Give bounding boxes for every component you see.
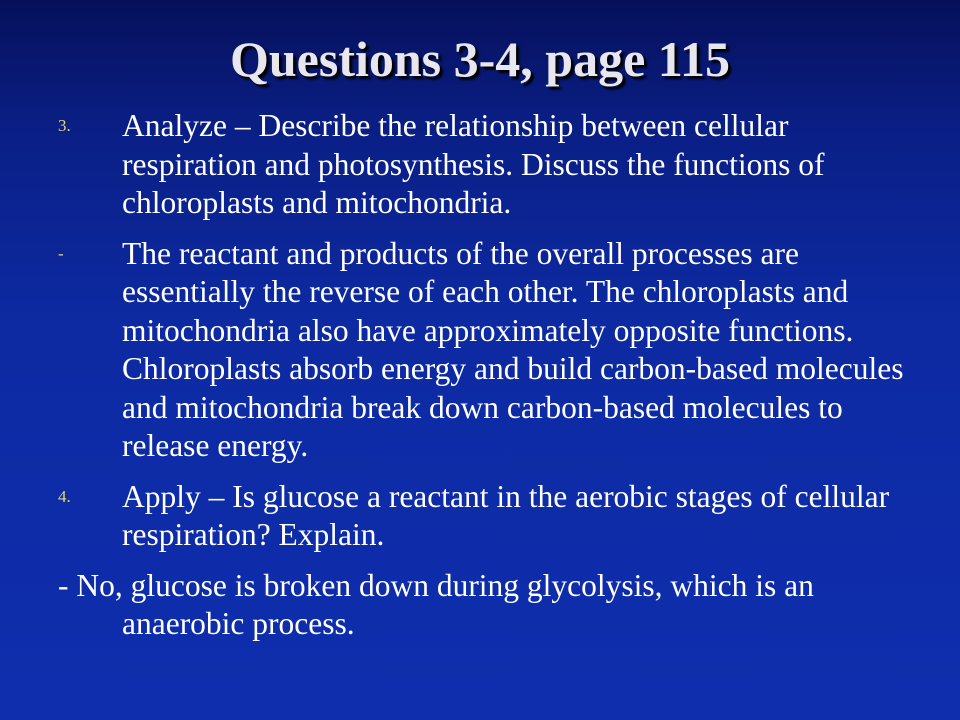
list-number-3: 3. xyxy=(58,116,71,135)
question-4-text: Apply – Is glucose a reactant in the aerobic stages of cellular respiration? Explain. xyxy=(122,478,890,552)
list-dash-marker: - xyxy=(58,243,64,263)
question-3 xyxy=(58,107,918,223)
question-4 xyxy=(58,478,918,555)
slide-body xyxy=(58,107,918,644)
list-number-4: 4. xyxy=(58,486,71,506)
answer-4-text: - No, glucose is broken down during glycolysis, which is an anaerobic process. xyxy=(58,567,814,641)
answer-3 xyxy=(58,235,918,466)
answer-3-text: The reactant and products of the overall processes are essentially the reverse of each other. The chloroplasts and mitochondria also have approximately opposite functions. Chloroplasts absorb energy and build carbon-based molecules and mitochondria break down carbon-based molecules to release energy. xyxy=(122,235,904,463)
question-3-text: Analyze – Describe the relationship between cellular respiration and photosynthesis. Discuss the functions of chloroplasts and mitochondria. xyxy=(122,108,825,220)
slide-title: Questions 3-4, page 115 xyxy=(229,31,731,87)
